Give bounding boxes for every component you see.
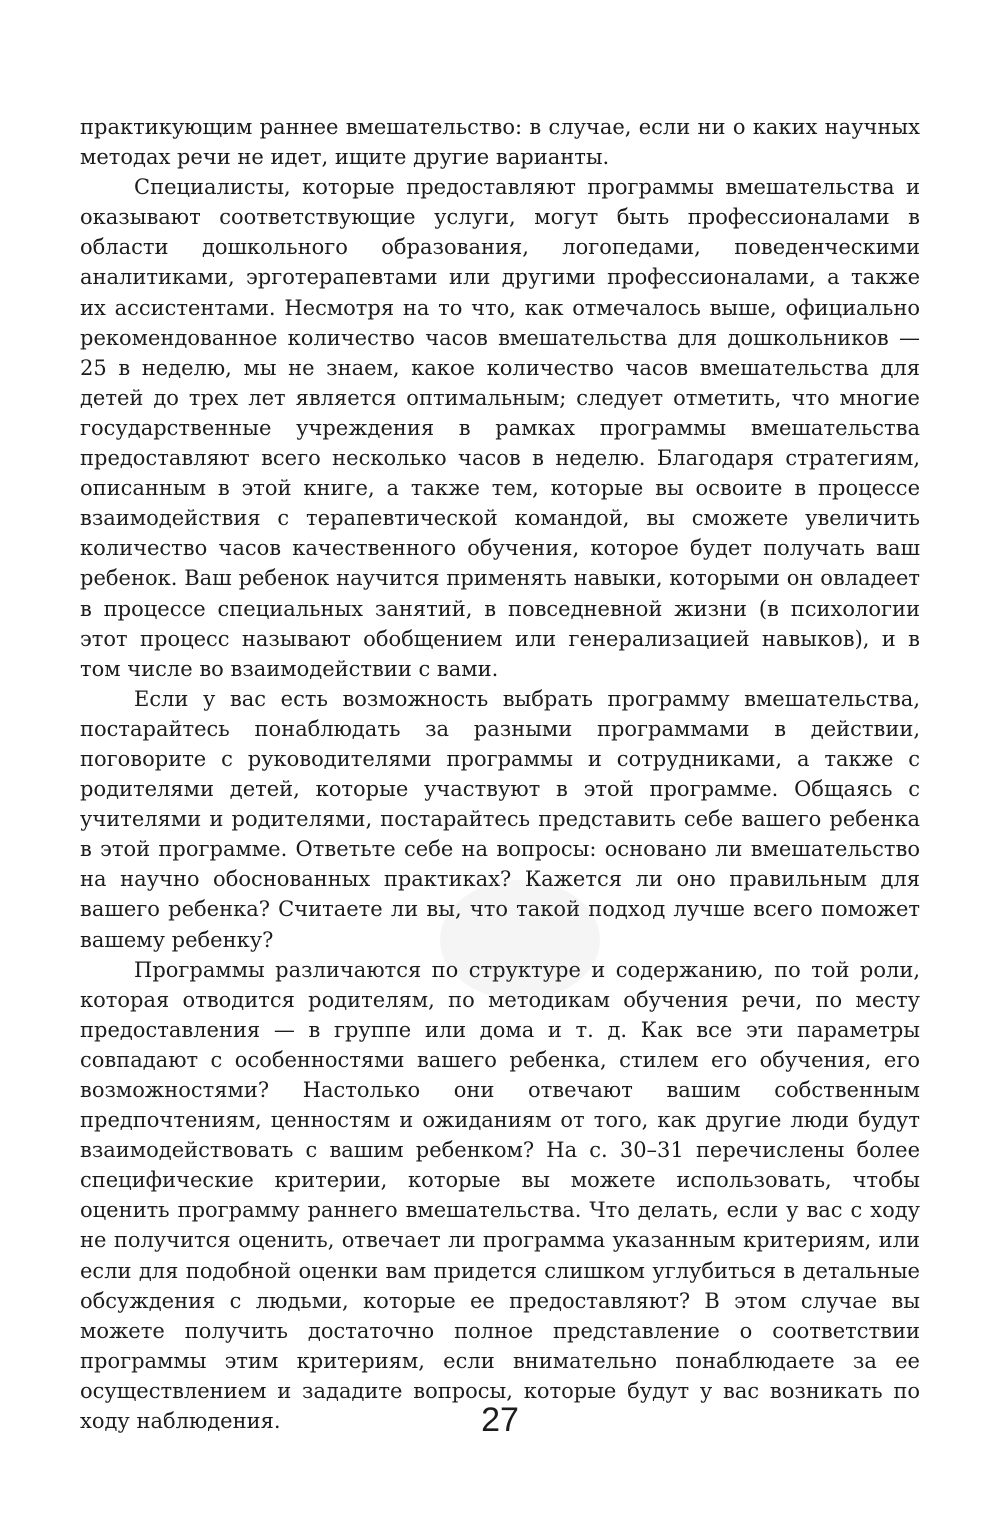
- paragraph-4: Программы различаются по структуре и содержанию, по той роли, которая отводится родителям, по методикам обучения речи, по месту предоставления — в группе или дома и т. д. Как все эти параметры совпадают с особенностями вашего ребенка, стилем его обучения, его возможностями? Настолько они отвечают вашим собственным предпочтениям, ценностям и ожиданиям от того, как другие люди будут взаимодействовать с вашим ребенком? На с. 30–31 перечислены более специфические критерии, которые вы можете использовать, чтобы оценить программу раннего вмешательства. Что делать, если у вас с ходу не получится оценить, отвечает ли программа указанным критериям, или если для подобной оценки вам придется слишком углубиться в детальные обсуждения с людьми, которые ее предоставляют? В этом случае вы можете получить достаточно полное представление о соответствии программы этим критериям, если внимательно понаблюдаете за ее осуществлением и зададите вопросы, которые будут у вас возникать по ходу наблюдения.: [80, 957, 920, 1434]
- paragraph-3: Если у вас есть возможность выбрать программу вмешательства, постарайтесь понаблюдать за разными программами в действии, поговорите с руководителями программы и сотрудниками, а также с родителями детей, которые участвуют в этой программе. Общаясь с учителями и родителями, постарайтесь представить себе вашего ребенка в этой программе. Ответьте себе на вопросы: основано ли вмешательство на научно обоснованных практиках? Кажется ли оно правильным для вашего ребенка? Считаете ли вы, что такой подход лучше всего поможет вашему ребенку?: [80, 686, 920, 952]
- body-text: [80, 112, 920, 1436]
- paragraph-2: Специалисты, которые предоставляют программы вмешательства и оказывают соответствующие услуги, могут быть профессионалами в области дошкольного образования, логопедами, поведенческими аналитиками, эрготерапевтами или другими профессионалами, а также их ассистентами. Несмотря на то что, как отмечалось выше, официально рекомендованное количество часов вмешательства для дошкольников — 25 в неделю, мы не знаем, какое количество часов вмешательства для детей до трех лет является оптимальным; следует отметить, что многие государственные учреждения в рамках программы вмешательства предоставляют всего несколько часов в неделю. Благодаря стратегиям, описанным в этой книге, а также тем, которые вы освоите в процессе взаимодействия с терапевтической командой, вы сможете увеличить количество часов качественного обучения, которое будет получать ваш ребенок. Ваш ребенок научится применять навыки, которыми он овладеет в процессе специальных занятий, в повседневной жизни (в психологии этот процесс называют обобщением или генерализацией навыков), и в том числе во взаимодействии с вами.: [80, 175, 920, 681]
- paragraph-1: практикующим раннее вмешательство: в случае, если ни о каких научных методах речи не идет, ищите другие варианты.: [80, 115, 920, 170]
- page-number: 27: [481, 1401, 519, 1439]
